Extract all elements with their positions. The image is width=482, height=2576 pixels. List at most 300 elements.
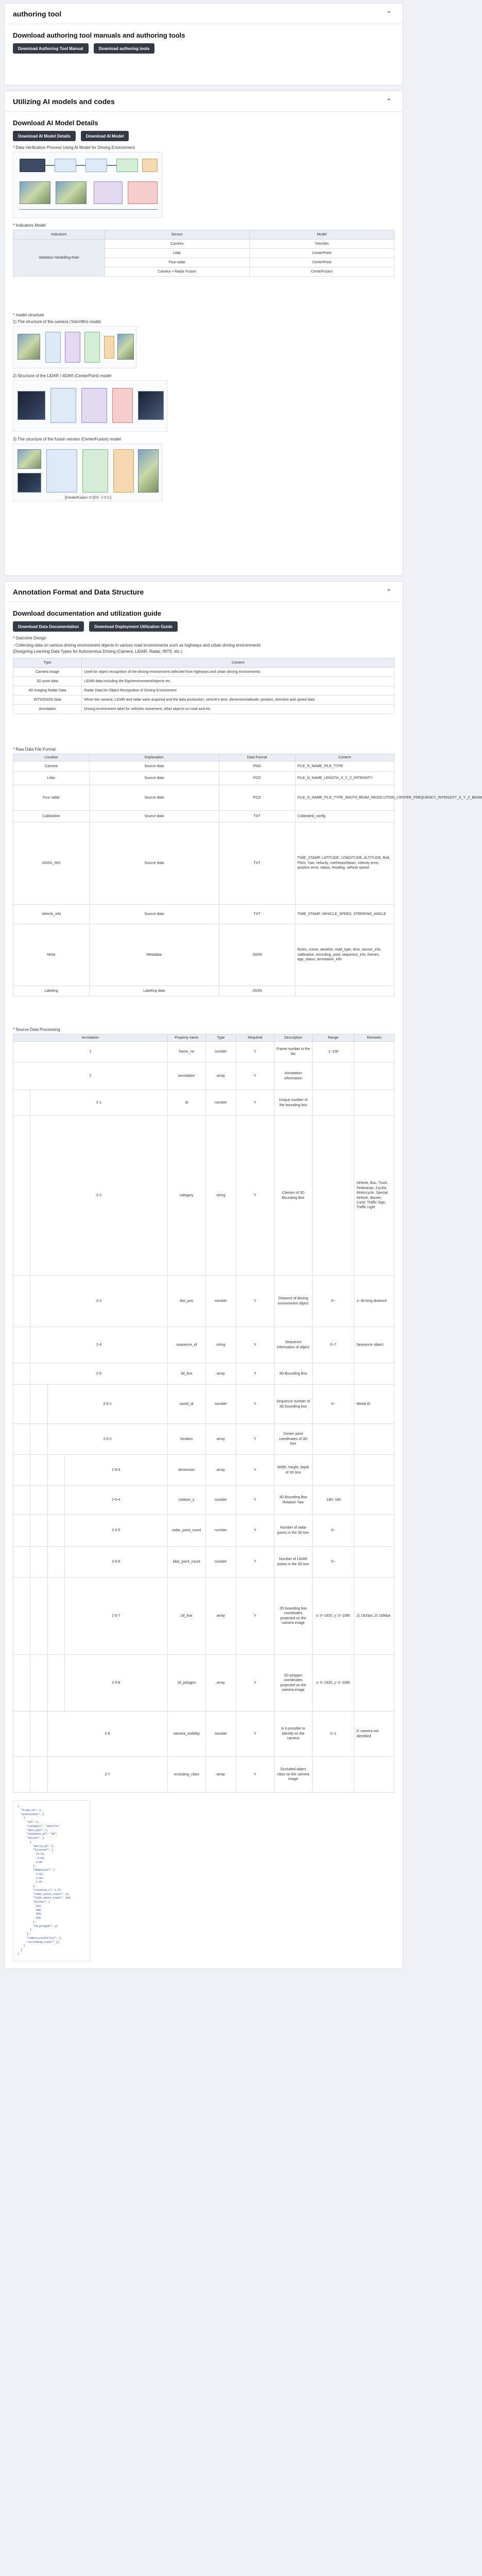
table-cell: Y (236, 1062, 274, 1090)
table-cell: Four radar (105, 258, 249, 267)
table-cell (354, 1757, 394, 1793)
processing-table (13, 1034, 394, 1793)
indent-cell (13, 1757, 30, 1793)
table-cell: Occluded object class on the camera image (274, 1757, 312, 1793)
table-cell: Camera + Radar Fusion (105, 267, 249, 277)
table-header: Range (312, 1035, 354, 1042)
diagram-node (50, 388, 76, 423)
indent-cell (13, 1424, 30, 1455)
table-cell: location (167, 1424, 205, 1455)
table-cell: array (205, 1062, 236, 1090)
table-row (13, 1515, 394, 1547)
table-cell: number (205, 1547, 236, 1578)
indent-cell (47, 1578, 64, 1655)
indent-cell (47, 1455, 64, 1486)
indent-cell (13, 1363, 30, 1385)
table-cell: Is it possible to identify on the camera (274, 1711, 312, 1757)
table-row (13, 772, 394, 785)
table-row (13, 1090, 394, 1116)
download-ai-model-button[interactable]: Download AI Model (81, 131, 129, 141)
table-cell: 3D point data (13, 677, 82, 686)
table-cell: PCD (219, 785, 295, 811)
table-cell: Source data (90, 785, 219, 811)
table-cell: number (205, 1090, 236, 1116)
indent-cell (47, 1547, 64, 1578)
indent-cell (30, 1578, 47, 1655)
table-cell: 0~ (312, 1276, 354, 1327)
table-cell: Y (236, 1455, 274, 1486)
table-cell (354, 1090, 394, 1116)
table-cell: Y (236, 1090, 274, 1116)
table-cell: Annotation information (274, 1062, 312, 1090)
table-cell: Y (236, 1276, 274, 1327)
table-cell: 2-5-7 (64, 1578, 167, 1655)
table-cell: Number of radar points in the 3D box (274, 1515, 312, 1547)
table-cell: 1~100 (312, 1042, 354, 1062)
download-utilization-guide-button[interactable]: Download Deployment Utilization Guide (89, 621, 178, 632)
annotation-header[interactable] (5, 582, 403, 602)
indent-cell (30, 1655, 47, 1711)
indent-cell (47, 1655, 64, 1711)
table-cell (312, 1116, 354, 1276)
authoring-tool-title: authoring tool (13, 9, 62, 18)
table-cell: Metadata (90, 924, 219, 986)
table-cell: array (205, 1655, 236, 1711)
table-cell (354, 1363, 394, 1385)
table-cell: -180~180 (312, 1486, 354, 1515)
table-cell: string (205, 1116, 236, 1276)
indent-cell (30, 1757, 47, 1793)
indent-cell (47, 1515, 64, 1547)
table-cell: 2-5-4 (64, 1486, 167, 1515)
table-row (13, 1578, 394, 1655)
table-cell: x: 0~1920, y: 0~1080 (312, 1578, 354, 1655)
table-row (13, 1757, 394, 1793)
table-cell: array (205, 1455, 236, 1486)
table-row (13, 677, 394, 686)
table-cell: Y (236, 1327, 274, 1363)
table-cell: 2-1 (30, 1090, 167, 1116)
lidar-model-diagram (13, 380, 167, 432)
table-cell: Sequence information of object (274, 1327, 312, 1363)
table-cell: Vehicle_info (13, 905, 90, 924)
annotation-title: Annotation Format and Data Structure (13, 587, 144, 596)
indent-cell (13, 1711, 30, 1757)
table-cell: Source data (90, 772, 219, 785)
table-cell: array (205, 1578, 236, 1655)
table-cell: Driving environment label for vehicles movement, other objects on road and etc. (82, 705, 394, 714)
table-cell: Camera (13, 761, 90, 772)
table-cell: Source data (90, 822, 219, 905)
table-header: Data Format (219, 754, 295, 761)
table-cell: world_id (167, 1385, 205, 1424)
table-cell: Y (236, 1042, 274, 1062)
table-cell: 2D polygon coordinates projected on the camera image (274, 1655, 312, 1711)
table-cell: Y (236, 1116, 274, 1276)
table-cell: CenterPoint (249, 249, 394, 258)
table-cell: FILE_N_NAME_FILE_TYPE (295, 761, 394, 772)
table-cell: radar_point_count (167, 1515, 205, 1547)
download-authoring-manual-button[interactable]: Download Authoring Tool Manual (13, 43, 89, 54)
table-header: Required (236, 1035, 274, 1042)
table-cell: Sequence number of 3D bounding box (274, 1385, 312, 1424)
indent-cell (30, 1455, 47, 1486)
table-cell (312, 1090, 354, 1116)
fusion-diagram-caption: [CenterFusion 모델의 구조도] (65, 496, 112, 500)
outcome-note: * Outcome Design (13, 636, 46, 640)
table-cell: number (205, 1042, 236, 1062)
table-cell: Frame number in the file (274, 1042, 312, 1062)
table-cell: number (205, 1515, 236, 1547)
table-cell: Annotation (13, 705, 82, 714)
chevron-up-icon[interactable]: ⌃ (386, 587, 392, 596)
table-cell: World ID (354, 1385, 394, 1424)
diagram-node (20, 159, 45, 172)
table-cell: Colibrated_config (295, 811, 394, 822)
table-cell (354, 1515, 394, 1547)
indent-cell (13, 1090, 30, 1116)
annotation-panel (4, 581, 482, 1969)
table-cell: array (205, 1424, 236, 1455)
indent-cell (13, 1327, 30, 1363)
authoring-tool-header[interactable] (5, 4, 403, 24)
table-cell: JSON (219, 924, 295, 986)
table-header: Model (249, 230, 394, 240)
table-cell: Labeling data (90, 986, 219, 996)
indent-cell (13, 1486, 30, 1515)
table-cell: Lidar (13, 772, 90, 785)
indent-cell (30, 1486, 47, 1515)
diagram-node (104, 336, 114, 359)
ai-models-title: Utilizing AI models and codes (13, 97, 115, 106)
table-cell: Used for object recognition of the driving environment collected from highways and urban driving environments (82, 668, 394, 677)
table-cell (354, 1455, 394, 1486)
diagram-node (128, 181, 158, 204)
diagram-sample-image (138, 391, 164, 420)
diagram-sample-image (18, 449, 41, 469)
table-cell: Sequence object (354, 1327, 394, 1363)
table-cell: Width, height, depth of 3D box (274, 1455, 312, 1486)
diagram-node (85, 159, 107, 172)
table-cell: 0: camera not identified (354, 1711, 394, 1757)
table-cell: 0~ (312, 1515, 354, 1547)
table-cell: Camera image (13, 668, 82, 677)
table-cell: 2-3 (30, 1276, 167, 1327)
table-cell: PNG (219, 761, 295, 772)
table-row (13, 1385, 394, 1424)
diagram-node (94, 181, 123, 204)
table-cell (312, 1363, 354, 1385)
table-cell: 2-5-6 (64, 1547, 167, 1578)
table-cell: Lidar (105, 249, 249, 258)
table-cell: Unique number of the bounding box (274, 1090, 312, 1116)
table-row (13, 924, 394, 986)
diagram-sample-image (18, 473, 41, 493)
table-cell: 2d_polygon (167, 1655, 205, 1711)
table-cell: 2 (13, 1062, 168, 1090)
table-cell: 2-6 (47, 1711, 167, 1757)
format-note: * Raw Data File Format (13, 747, 56, 752)
table-row (13, 905, 394, 924)
table-cell: 2-5-8 (64, 1655, 167, 1711)
format-table (13, 754, 482, 996)
table-cell: Meta (13, 924, 90, 986)
table-cell: 1 (13, 1042, 168, 1062)
table-cell: Labeling (13, 986, 90, 996)
diagram-connector (45, 165, 55, 166)
table-row (13, 1547, 394, 1578)
indent-cell (13, 1116, 30, 1276)
table-cell: Radar Data for Object Recognition of Driving Environment (82, 686, 394, 696)
table-cell (295, 986, 394, 996)
table-cell: CenterFusion (249, 267, 394, 277)
table-row (13, 705, 394, 714)
table-cell: rotation_y (167, 1486, 205, 1515)
diagram-node (55, 159, 76, 172)
diagram-connector (20, 209, 158, 210)
table-cell: id (167, 1090, 205, 1116)
table-header: Sensor (105, 230, 249, 240)
table-cell: number (205, 1385, 236, 1424)
structure-note: * model structure (13, 313, 44, 317)
indent-cell (13, 1455, 30, 1486)
chevron-up-icon[interactable]: ⌃ (386, 9, 392, 18)
table-cell: Camera (105, 240, 249, 249)
table-row (13, 1042, 394, 1062)
structure-item-lidar: 2) Structure of the LiDAR / 4DAR (CenterPoint) model (13, 374, 112, 378)
diagram-node (82, 449, 108, 493)
download-data-documentation-button[interactable]: Download Data Documentation (13, 621, 84, 632)
table-cell: 2-5-2 (47, 1424, 167, 1455)
verification-note: * Data Verification Process Using AI Model for Driving Environment (13, 145, 135, 150)
table-header: Remarks (354, 1035, 394, 1042)
table-cell: Y (236, 1515, 274, 1547)
indent-cell (30, 1424, 47, 1455)
table-cell: 2-5-1 (47, 1385, 167, 1424)
diagram-sample-image (117, 334, 134, 360)
diagram-sample-image (20, 181, 50, 204)
ai-models-heading: Download AI Model Details (13, 119, 98, 127)
table-cell: frame_no (167, 1042, 205, 1062)
table-row (13, 1455, 394, 1486)
download-authoring-tools-button[interactable]: Download authoring tools (94, 43, 155, 54)
processing-note: * Source Data Processing (13, 1027, 60, 1032)
table-cell (312, 1062, 354, 1090)
table-cell: 2-7 (47, 1757, 167, 1793)
table-cell: Y (236, 1385, 274, 1424)
fusion-model-diagram (13, 444, 162, 501)
table-cell: Four radar (13, 785, 90, 811)
annotation-heading: Download documentation and utilization guide (13, 609, 162, 617)
table-cell: Center point coordinates of 3D box (274, 1424, 312, 1455)
table-header: Description (274, 1035, 312, 1042)
table-cell: TXT (219, 905, 295, 924)
table-row (13, 822, 394, 905)
table-cell: Source data (90, 905, 219, 924)
table-cell: Vehicle, Bus, Truck, Pedestrian, Cyclist, Motorcycle, Special Vehicle, Barrier, Cone, Traffic Sign, Traffic Light (354, 1116, 394, 1276)
table-row (13, 1116, 394, 1276)
table-cell: Y (236, 1486, 274, 1515)
table-header: Type (13, 658, 82, 668)
table-cell: When the camera, LiDAR and radar were acquired and the data production, vehicle's time, dimension/attitude, position, direction and speed data (82, 696, 394, 705)
diagram-node (116, 159, 138, 172)
table-cell: CenterPoint (249, 258, 394, 267)
table-row (13, 696, 394, 705)
table-cell: Calibration (13, 811, 90, 822)
table-row (13, 1276, 394, 1327)
table-cell: Y (236, 1711, 274, 1757)
indent-cell (30, 1711, 47, 1757)
diagram-connector (107, 165, 116, 166)
indicator-note: * Indicators Model (13, 223, 46, 228)
table-row (13, 1486, 394, 1515)
outcome-text: - Collecting data on various driving environment objects in various road environments such as highways and urban driving environments (Designing Learning Data Types for Autonomous Driving (Camera, LiDAR, Radar, INTS, etc.) (13, 643, 261, 654)
table-row (13, 785, 394, 811)
table-cell: YoloV8m (249, 240, 394, 249)
indent-cell (13, 1515, 30, 1547)
table-cell: Y (236, 1424, 274, 1455)
table-cell: Y (236, 1363, 274, 1385)
authoring-tool-panel (4, 3, 403, 86)
table-cell: Y (236, 1547, 274, 1578)
table-cell: Validation Modelling Rate (13, 240, 105, 277)
table-cell: 2-4 (30, 1327, 167, 1363)
table-cell: lidar_point_count (167, 1547, 205, 1578)
table-cell: Source data (90, 811, 219, 822)
table-cell: 2-5 (30, 1363, 167, 1385)
table-cell: number (205, 1276, 236, 1327)
table-header: Explanation (90, 754, 219, 761)
table-cell (354, 1655, 394, 1711)
table-row (13, 686, 394, 696)
table-row (13, 1424, 394, 1455)
diagram-sample-image (138, 449, 159, 493)
download-ai-model-details-button[interactable]: Download AI Model Details (13, 131, 76, 141)
table-cell: TXT (219, 811, 295, 822)
indent-cell (13, 1385, 30, 1424)
diagram-sample-image (18, 334, 40, 360)
table-cell: 1) 1920px; 2) 1080px (354, 1578, 394, 1655)
table-cell: 0~7 (312, 1327, 354, 1363)
diagram-node (142, 159, 158, 172)
diagram-node (81, 388, 107, 423)
table-cell: 4D imaging Radar Data (13, 686, 82, 696)
table-cell: 0~ (312, 1547, 354, 1578)
table-header: Content (82, 658, 394, 668)
indent-cell (13, 1276, 30, 1327)
structure-item-fusion: 3) The structure of the fusion version (CenterFusion) model (13, 437, 121, 442)
table-cell: LiDAR data including the Ego/environment/objects etc. (82, 677, 394, 686)
table-cell: PCD (219, 772, 295, 785)
camera-model-diagram (13, 326, 136, 368)
table-cell: 2D bounding box coordinates projected on the camera image (274, 1578, 312, 1655)
chevron-up-icon[interactable]: ⌃ (386, 97, 392, 105)
table-cell: array (205, 1363, 236, 1385)
ai-models-panel (4, 91, 403, 576)
authoring-tool-heading: Download authoring tool manuals and authoring tools (13, 31, 185, 39)
table-cell: Y (236, 1757, 274, 1793)
ai-models-header[interactable] (5, 91, 403, 112)
outcome-table (13, 658, 394, 714)
diagram-node (113, 449, 134, 493)
indent-cell (30, 1385, 47, 1424)
table-cell: Rules, scene, weather, road_type, time, sensor_info, calibration, recording_area, sequence_info, frames, ego_status, annotation_info (295, 924, 394, 986)
table-header: Content (295, 754, 394, 761)
table-cell: 2-5-5 (64, 1515, 167, 1547)
table-row (13, 986, 394, 996)
indent-cell (47, 1486, 64, 1515)
diagram-node (112, 388, 133, 423)
table-cell: 3D Bounding Box Rotation Yaw (274, 1486, 312, 1515)
table-cell: 3D Bounding Box (274, 1363, 312, 1385)
table-header: Location (13, 754, 90, 761)
table-header: Type (205, 1035, 236, 1042)
table-row (13, 240, 394, 249)
structure-item-camera: 1) The structure of the camera (YoloV8m) model (13, 319, 101, 324)
table-cell: Source data (90, 761, 219, 772)
indent-cell (30, 1515, 47, 1547)
table-cell: GNSS_INS (13, 822, 90, 905)
table-cell: FILE_N_NAME_LENGTH_X_Y_Z_INTENSITY (295, 772, 394, 785)
table-cell: TIME_STAMP, LATITUDE, LONGITUDE, ALTITUDE, Roll, Pitch, Yaw, Velocity, north/east/down, velocity error, position error, status, heading, vehicle speed (295, 822, 394, 905)
table-header: Annotation (13, 1035, 168, 1042)
verification-process-diagram (13, 152, 162, 218)
table-cell: 3d_box (167, 1363, 205, 1385)
table-cell: 2-2 (30, 1116, 167, 1276)
table-cell: Distance of driving environment object (274, 1276, 312, 1327)
table-cell: dist_pos (167, 1276, 205, 1327)
table-cell (354, 1486, 394, 1515)
indent-cell (13, 1655, 30, 1711)
diagram-node (46, 449, 77, 493)
table-cell (312, 1424, 354, 1455)
table-cell (312, 1757, 354, 1793)
table-cell: annotation (167, 1062, 205, 1090)
diagram-node (84, 332, 100, 363)
indent-cell (30, 1547, 47, 1578)
table-cell: Number of LiDAR points in the 3D box (274, 1547, 312, 1578)
table-cell: Y (236, 1578, 274, 1655)
diagram-connector (76, 165, 85, 166)
json-code-sample: { "frame_no": 1, "annotation": [ { "id": 0, "category": "Vehicle", "dist_pos": 1, "sequence_id": "00", "3d_box": [ { "world_id": 0, "location": [ 14.21, -3.05, 0.88 ], "dimension": [ 4.52, 1.89, 1.61 ], "rotation_y": 1.57, "radar_point_count": 12, "lidar_point_count": 348, "2d_box": [ 612, 498, 804, 640 ], "2d_polygon": [] } ], "camera_visibility": 1, "occluding_class": [] } ] } (13, 1800, 90, 1961)
table-cell: number (205, 1711, 236, 1757)
indent-cell (13, 1578, 30, 1655)
diagram-node (65, 332, 80, 363)
table-cell: x: 0~1920, y: 0~1080 (312, 1655, 354, 1711)
table-cell: Y (236, 1655, 274, 1711)
table-cell: 2d_box (167, 1578, 205, 1655)
indicator-table (13, 230, 394, 277)
table-cell: category (167, 1116, 205, 1276)
table-cell: 0~1 (312, 1711, 354, 1757)
table-row (13, 811, 394, 822)
table-row (13, 1363, 394, 1385)
table-cell: dimension (167, 1455, 205, 1486)
table-cell: TXT (219, 822, 295, 905)
table-cell (312, 1455, 354, 1486)
table-cell: TIME_STAMP, VEHICLE_SPEED, STEERING_ANGLE (295, 905, 394, 924)
table-row (13, 1062, 394, 1090)
table-cell: JSON (219, 986, 295, 996)
table-cell: sequence_id (167, 1327, 205, 1363)
table-cell: 0~ (312, 1385, 354, 1424)
table-row (13, 668, 394, 677)
table-cell: number (205, 1486, 236, 1515)
table-header: Indicators (13, 230, 105, 240)
table-cell: Classes of 3D Bounding Box (274, 1116, 312, 1276)
diagram-node (45, 332, 61, 363)
table-row (13, 1655, 394, 1711)
